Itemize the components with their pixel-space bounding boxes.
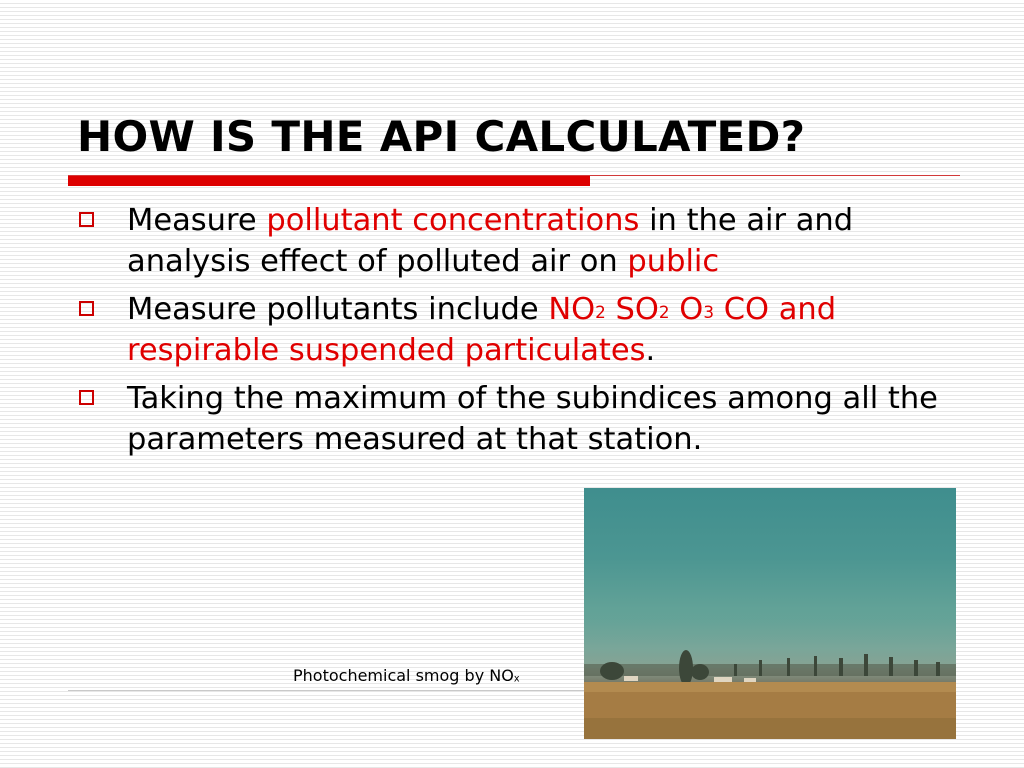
slide-title: HOW IS THE API CALCULATED? <box>77 112 806 161</box>
title-underline-accent <box>68 176 590 186</box>
square-bullet-icon <box>79 212 94 227</box>
square-bullet-icon <box>79 301 94 316</box>
bullet-1-text: Measure pollutant concentrations in the air and analysis effect of polluted air on public <box>127 203 854 279</box>
bullet-list <box>77 200 957 467</box>
square-bullet-icon <box>79 390 94 405</box>
footer-divider <box>68 690 584 691</box>
bullet-item-3 <box>77 378 957 460</box>
bullet-2-text: Measure pollutants include $NO_2$ $SO_2$ $O_3$ CO and respirable suspended particulates. <box>127 292 837 368</box>
photo-caption: Photochemical smog by $NO_x$ <box>293 666 520 685</box>
bullet-3-text: Taking the maximum of the subindices among all the parameters measured at that station. <box>127 381 938 457</box>
smog-landscape-photo <box>584 488 956 739</box>
bullet-item-2 <box>77 289 957 371</box>
bullet-item-1 <box>77 200 957 282</box>
smog-landscape-illustration <box>584 488 956 739</box>
